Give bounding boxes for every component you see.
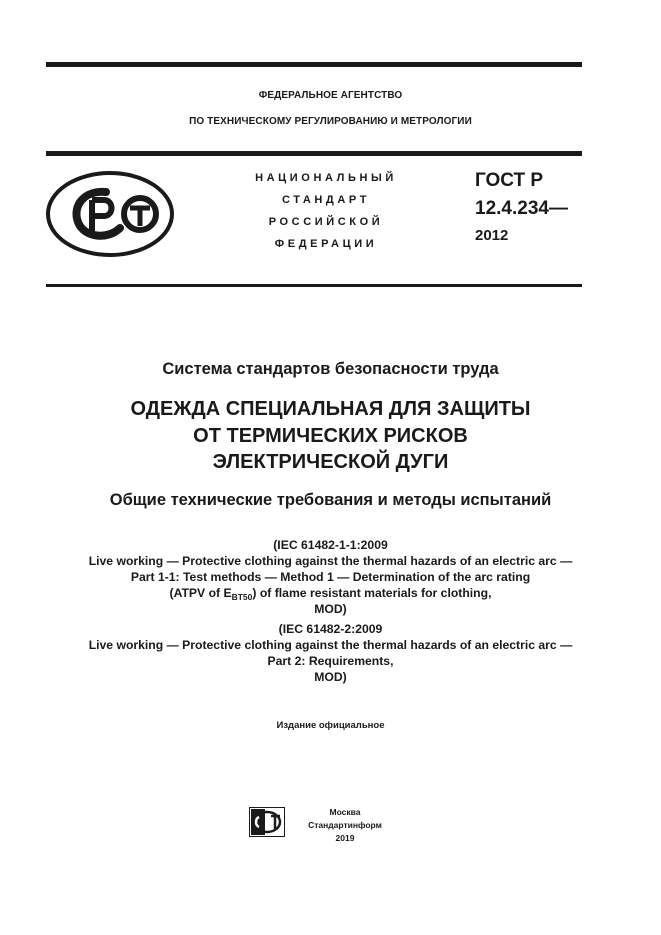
iec1-line-3: Part 1-1: Test methods — Method 1 — Determination of the arc rating <box>130 570 531 584</box>
gost-number: 12.4.234— <box>475 198 568 219</box>
standard-type <box>228 167 424 255</box>
subtitle: Общие технические требования и методы испытаний <box>109 491 552 509</box>
main-title <box>0 396 661 476</box>
standard-type-line-4: ФЕДЕРАЦИИ <box>274 238 378 250</box>
agency-line-2: ПО ТЕХНИЧЕСКОМУ РЕГУЛИРОВАНИЮ И МЕТРОЛОГИИ <box>189 116 472 127</box>
publisher-block <box>290 806 400 845</box>
iec1-line-2: Live working — Protective clothing against the thermal hazards of an electric arc — <box>88 554 573 568</box>
iec1-atpv-prefix: (ATPV of E <box>169 586 232 600</box>
standard-type-line-1: НАЦИОНАЛЬНЫЙ <box>255 172 397 184</box>
iec2-line-3: Part 2: Requirements, <box>267 654 394 668</box>
main-title-line-1: ОДЕЖДА СПЕЦИАЛЬНАЯ ДЛЯ ЗАЩИТЫ <box>130 398 531 420</box>
standard-type-line-2: СТАНДАРТ <box>281 194 371 206</box>
main-title-line-2: ОТ ТЕРМИЧЕСКИХ РИСКОВ <box>193 424 468 447</box>
gost-year: 2012 <box>475 227 509 244</box>
agency-line-1: ФЕДЕРАЛЬНОЕ АГЕНТСТВО <box>258 90 403 101</box>
iec1-atpv-subscript: BT50 <box>231 592 253 602</box>
iec1-line-4 <box>0 585 661 601</box>
iec1-line-5: MOD) <box>314 602 347 616</box>
standartinform-logo <box>249 807 285 837</box>
publisher-city: Москва <box>329 807 361 817</box>
standard-type-line-3: РОССИЙСКОЙ <box>268 216 384 228</box>
header-rule <box>46 151 582 156</box>
system-title: Система стандартов безопасности труда <box>162 360 499 378</box>
iec2-line-4: MOD) <box>314 670 347 684</box>
iec1-line-1: (IEC 61482-1-1:2009 <box>273 538 388 552</box>
masthead-bottom-rule <box>46 284 582 287</box>
gost-r-logo <box>44 170 176 258</box>
iec-reference-1 <box>0 537 661 617</box>
iec1-atpv-suffix: ) of flame resistant materials for clothing, <box>252 586 492 600</box>
publisher-name: Стандартинформ <box>308 820 382 830</box>
iec-reference-2 <box>0 621 661 685</box>
publisher-year: 2019 <box>335 833 355 843</box>
iec2-line-2: Live working — Protective clothing against the thermal hazards of an electric arc — <box>88 638 573 652</box>
top-rule <box>46 62 582 67</box>
iec2-line-1: (IEC 61482-2:2009 <box>278 622 383 636</box>
edition-label: Издание официальное <box>276 720 385 731</box>
gost-prefix: ГОСТ Р <box>475 170 544 191</box>
main-title-line-3: ЭЛЕКТРИЧЕСКОЙ ДУГИ <box>212 451 449 473</box>
